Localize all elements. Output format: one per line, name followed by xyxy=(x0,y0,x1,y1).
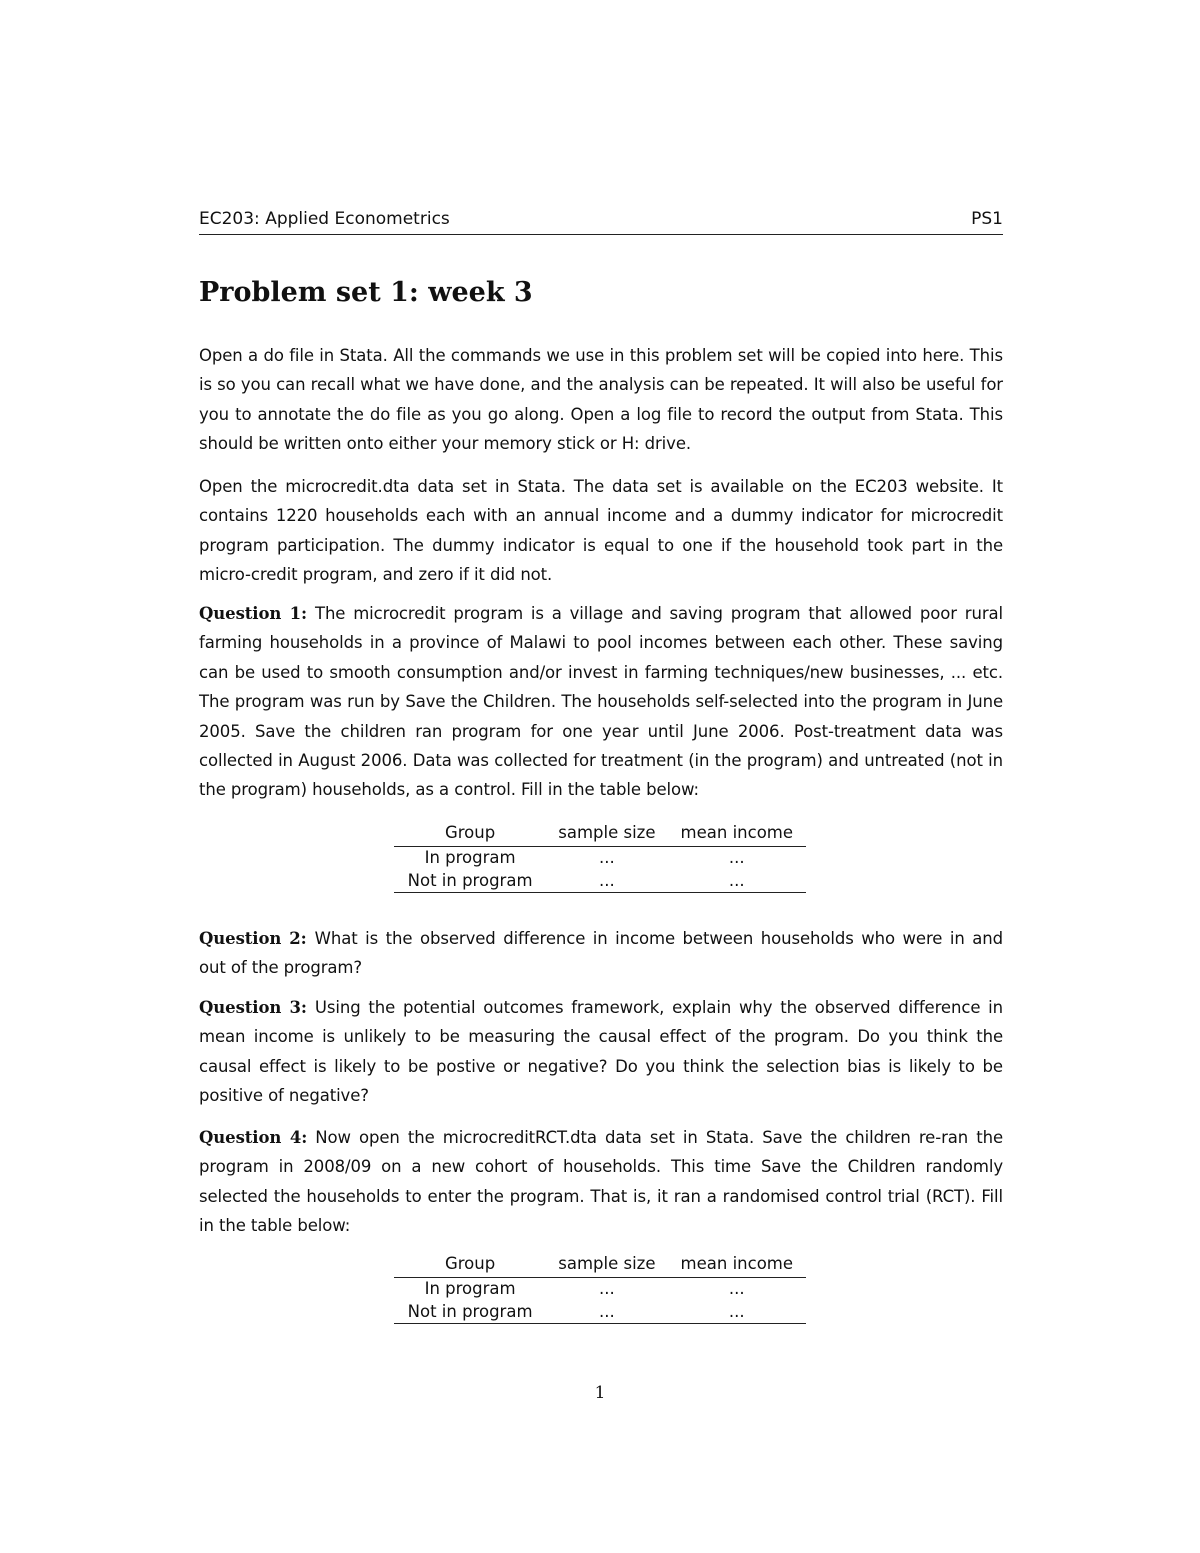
table-header-row xyxy=(394,820,806,846)
table-cell: ... xyxy=(599,1279,615,1299)
table-cell: In program xyxy=(424,1279,516,1299)
question-1-text: The microcredit program is a village and saving program that allowed poor rural farming households in a province of Malawi to pool incomes between each other. These saving can be used to smooth consumption and/or invest in farming techniques/new businesses, ... etc. The program was run by Save the Children. The households self-selected into the program in June 2005. Save the children ran program for one year until June 2006. Post-treatment data was collected in August 2006. Data was collected for treatment (in the program) and untreated (not in the program) households, as a control. Fill in the table below: xyxy=(199,604,1003,800)
table-row xyxy=(394,846,806,869)
table-cell: ... xyxy=(668,1300,806,1323)
question-1-label: Question 1: xyxy=(199,604,307,623)
intro-paragraph-1: Open a do file in Stata. All the commands we use in this problem set will be copied into here. This is so you can recall what we have done, and the analysis can be repeated. It will also be useful for you to annotate the do file as you go along. Open a log file to record the output from Stata. This should be written onto either your memory stick or H: drive. xyxy=(199,346,1003,454)
running-header xyxy=(199,208,1003,235)
question-4 xyxy=(199,1123,1003,1241)
column-header-sample-size: sample size xyxy=(546,820,667,846)
table-cell: Not in program xyxy=(394,1300,546,1323)
table-cell: ... xyxy=(546,1300,667,1323)
question-2-label: Question 2: xyxy=(199,929,307,948)
table-cell: Not in program xyxy=(394,869,546,892)
question-1 xyxy=(199,599,1003,805)
table-row xyxy=(394,869,806,892)
table-cell: In program xyxy=(424,848,516,868)
table-row xyxy=(394,1277,806,1300)
table-cell: ... xyxy=(546,869,667,892)
question-2-text: What is the observed difference in income between households who were in and out of the program? xyxy=(199,929,1003,978)
column-header-mean-income: mean income xyxy=(668,1251,806,1277)
table-cell: ... xyxy=(728,848,745,868)
question-3-text: Using the potential outcomes framework, explain why the observed difference in mean income is unlikely to be measuring the causal effect of the program. Do you think the causal effect is likely to be postive or negative? Do you think the selection bias is likely to be positive of negative? xyxy=(199,998,1003,1106)
column-header-sample-size: sample size xyxy=(546,1251,667,1277)
table-cell: ... xyxy=(728,1279,745,1299)
table-row xyxy=(394,1300,806,1323)
question-4-text: Now open the microcreditRCT.dta data set in Stata. Save the children re-ran the program in 2008/09 on a new cohort of households. This time Save the Children randomly selected the households to enter the program. That is, it ran a randomised control trial (RCT). Fill in the table below: xyxy=(199,1128,1003,1236)
column-header-mean-income: mean income xyxy=(668,820,806,846)
page-number: 1 xyxy=(594,1383,606,1403)
table-cell: ... xyxy=(668,869,806,892)
question-3 xyxy=(199,993,1003,1111)
results-table-1 xyxy=(394,820,806,893)
question-3-label: Question 3: xyxy=(199,998,307,1017)
table-header-row xyxy=(394,1251,806,1277)
course-title: EC203: Applied Econometrics xyxy=(199,209,450,229)
page-title: Problem set 1: week 3 xyxy=(199,277,533,308)
column-header-group: Group xyxy=(394,820,546,846)
question-2 xyxy=(199,924,1003,983)
question-4-label: Question 4: xyxy=(199,1128,308,1147)
problem-set-id: PS1 xyxy=(971,209,1003,229)
results-table-2 xyxy=(394,1251,806,1324)
column-header-group: Group xyxy=(394,1251,546,1277)
intro-paragraph-2: Open the microcredit.dta data set in Stata. The data set is available on the EC203 website. It contains 1220 households each with an annual income and a dummy indicator for microcredit program participation. The dummy indicator is equal to one if the household took part in the micro-credit program, and zero if it did not. xyxy=(199,477,1003,585)
table-cell: ... xyxy=(599,848,615,868)
